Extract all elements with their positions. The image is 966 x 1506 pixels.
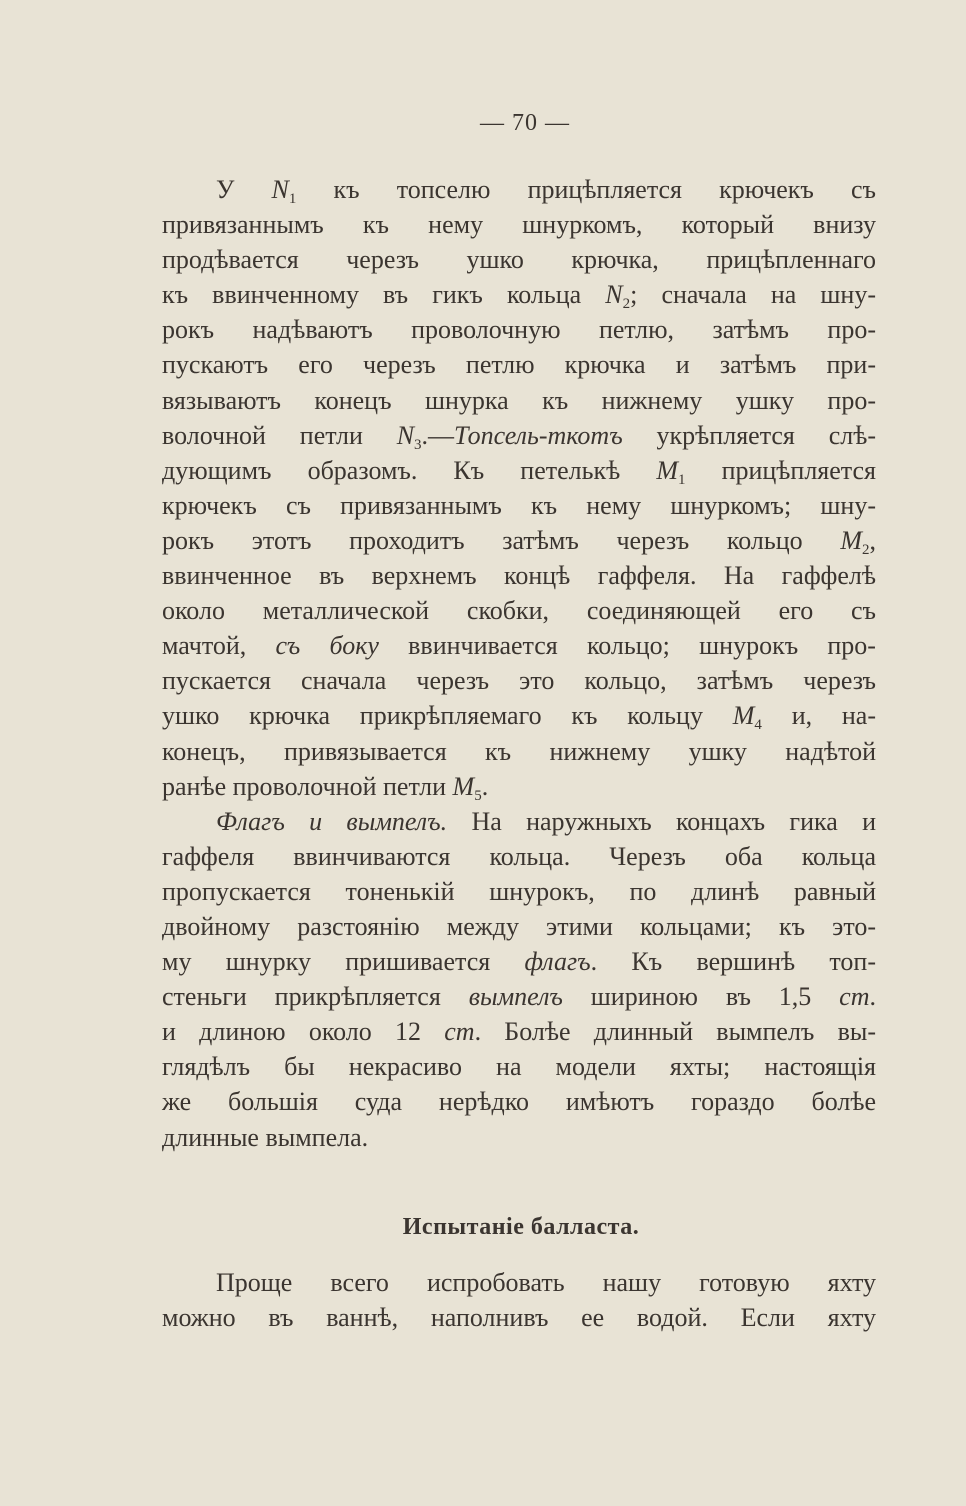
text-line <box>162 383 876 418</box>
text-line <box>162 593 876 628</box>
text-segment: дующимъ образомъ. Къ петелькѣ <box>162 455 657 485</box>
text-segment: длинные вымпела. <box>162 1122 369 1152</box>
text-line <box>162 1300 876 1335</box>
text-segment: вязываютъ конецъ шнурка къ нижнему ушку про- <box>162 385 876 415</box>
text-line <box>162 523 876 558</box>
italic-text: Флагъ и вымпелъ. <box>216 806 448 836</box>
text-line <box>162 558 876 593</box>
italic-text: N <box>396 420 415 450</box>
text-segment: На наружныхъ концахъ гика и <box>447 806 876 836</box>
subscript-text: 3 <box>414 436 422 453</box>
section-text <box>162 1265 876 1335</box>
text-line <box>162 488 876 523</box>
text-segment: двойному разстоянію между этими кольцами; къ это- <box>162 911 876 941</box>
italic-text: cm <box>444 1017 475 1047</box>
italic-text: M <box>732 701 755 731</box>
text-segment: ранѣе проволочной петли <box>162 771 453 801</box>
subscript-text: 2 <box>622 296 631 313</box>
body-text <box>162 172 876 1155</box>
page-number: — 70 — <box>480 110 570 136</box>
text-segment: пускаютъ его черезъ петлю крючка и затѣмъ при- <box>162 350 876 380</box>
text-line <box>162 979 876 1014</box>
text-segment: и, на- <box>761 701 877 731</box>
text-segment: . <box>481 771 489 801</box>
subscript-text: 1 <box>677 471 686 488</box>
italic-text: флагъ <box>524 947 591 977</box>
text-segment: и длиною около 12 <box>162 1017 445 1047</box>
text-line <box>162 242 876 277</box>
text-line <box>162 1120 876 1155</box>
text-line <box>162 734 876 769</box>
text-line <box>162 769 876 804</box>
text-segment: укрѣпляется слѣ- <box>622 420 876 450</box>
text-segment: рокъ этотъ проходитъ затѣмъ черезъ кольцо <box>162 525 841 555</box>
text-line <box>162 839 876 874</box>
italic-text: N <box>271 175 289 204</box>
text-segment: пускается сначала черезъ это кольцо, затѣмъ черезъ <box>162 666 876 696</box>
text-segment: глядѣлъ бы некрасиво на модели яхты; настоящія <box>162 1052 876 1082</box>
text-segment: крючекъ съ привязаннымъ къ нему шнуркомъ; шну- <box>162 490 876 520</box>
text-line <box>162 1265 876 1300</box>
text-line <box>162 277 876 312</box>
text-segment: . <box>869 982 876 1012</box>
text-segment: . Болѣе длинный вымпелъ вы- <box>474 1017 876 1047</box>
text-segment: .— <box>421 420 455 450</box>
text-line <box>162 347 876 382</box>
text-line <box>162 172 876 207</box>
text-line <box>162 804 876 839</box>
text-segment: привязаннымъ къ нему шнуркомъ, который внизу <box>162 210 876 240</box>
italic-text: съ боку <box>275 631 379 661</box>
text-segment: ушко крючка прикрѣпляемаго къ кольцу <box>162 701 733 731</box>
text-line <box>162 1049 876 1084</box>
text-segment: можно въ ваннѣ, наполнивъ ее водой. Если яхту <box>162 1303 876 1333</box>
italic-text: вымпелъ <box>468 982 563 1012</box>
text-segment: къ ввинченному въ гикъ кольца <box>162 280 606 310</box>
text-segment: конецъ, привязывается къ нижнему ушку надѣтой <box>162 736 876 766</box>
text-segment: продѣвается черезъ ушко крючка, прицѣпленнаго <box>162 245 876 275</box>
subscript-text: 4 <box>754 717 762 734</box>
text-segment: гаффеля ввинчиваются кольца. Черезъ оба кольца <box>162 841 876 871</box>
italic-text: Топсель-ткотъ <box>454 420 623 450</box>
italic-text: M <box>452 771 475 801</box>
text-segment: около металлической скобки, соединяющей его съ <box>162 596 876 626</box>
text-segment: прицѣпляется <box>685 455 876 485</box>
text-segment: ; сначала на шну- <box>630 280 876 310</box>
text-segment: У <box>216 175 272 204</box>
text-segment: волочной петли <box>162 420 397 450</box>
text-line <box>162 909 876 944</box>
text-line <box>162 1084 876 1119</box>
text-segment: шириною въ 1,5 <box>562 982 840 1012</box>
section-heading: Испытаніе балласта. <box>402 1214 640 1240</box>
text-line <box>162 418 876 453</box>
text-segment: му шнурку пришивается <box>162 947 525 977</box>
text-segment: же большія суда нерѣдко имѣютъ гораздо болѣе <box>162 1087 876 1117</box>
text-segment: , <box>869 525 876 555</box>
text-segment: рокъ надѣваютъ проволочную петлю, затѣмъ про- <box>162 315 876 345</box>
subscript-text: 2 <box>862 541 870 558</box>
text-line <box>162 698 876 733</box>
text-segment: пропускается тоненькій шнурокъ, по длинѣ равный <box>162 876 876 906</box>
text-line <box>162 312 876 347</box>
italic-text: M <box>656 455 678 485</box>
text-segment: ввинчивается кольцо; шнурокъ про- <box>378 631 876 661</box>
subscript-text: 1 <box>288 191 297 207</box>
text-line <box>162 663 876 698</box>
text-segment: мачтой, <box>162 631 276 661</box>
italic-text: N <box>605 280 623 310</box>
text-line <box>162 453 876 488</box>
text-line <box>162 874 876 909</box>
text-line <box>162 628 876 663</box>
text-segment: къ топселю прицѣпляется крючекъ съ <box>296 175 876 204</box>
subscript-text: 5 <box>474 787 482 804</box>
text-segment: ввинченное въ верхнемъ концѣ гаффеля. На гаффелѣ <box>162 561 876 591</box>
italic-text: cm <box>839 982 870 1012</box>
text-segment: Проще всего испробовать нашу готовую яхту <box>216 1268 876 1297</box>
text-line <box>162 944 876 979</box>
text-segment: стеньги прикрѣпляется <box>162 982 469 1012</box>
text-line <box>162 207 876 242</box>
text-line <box>162 1014 876 1049</box>
text-segment: . Къ вершинѣ топ- <box>590 947 876 977</box>
italic-text: M <box>840 525 862 555</box>
